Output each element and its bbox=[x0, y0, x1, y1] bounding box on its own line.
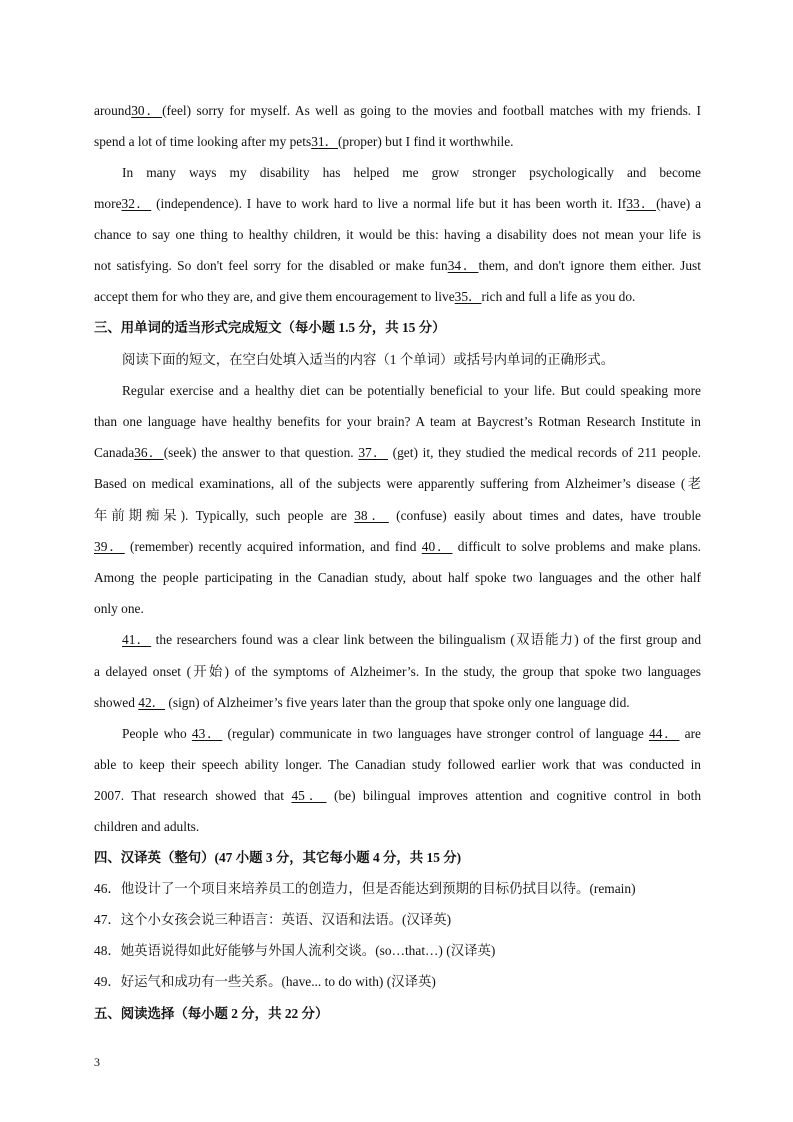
text-line: than one language have healthy benefits for your brain? A team at Baycrest’s Rotman Research Institute in bbox=[94, 414, 701, 429]
text-line: 2007. That research showed that 45． (be) bilingual improves attention and cognitive control in both bbox=[94, 788, 702, 803]
text-line: Based on medical examinations, all of the subjects were apparently suffering from Alzheimer’s disease (老 bbox=[94, 476, 701, 491]
text-line: 年前期痴呆). Typically, such people are 38． (confuse) easily about times and dates, have trouble bbox=[94, 508, 701, 523]
text-line: spend a lot of time looking after my pets31．(proper) but I find it worthwhile. bbox=[94, 134, 514, 149]
blank-number: 34． bbox=[447, 258, 479, 273]
blank-number: 30． bbox=[131, 103, 163, 118]
text-line: People who 43． (regular) communicate in two languages have stronger control of language 44． are bbox=[122, 726, 702, 741]
translation-item-49: 49．好运气和成功有一些关系。(have... to do with) (汉译英) bbox=[94, 974, 436, 989]
blank-number: 40． bbox=[421, 539, 453, 554]
blank-number: 31． bbox=[311, 134, 338, 149]
text-line: Among the people participating in the Canadian study, about half spoke two languages and the other half bbox=[94, 570, 701, 585]
translation-item-46: 46．他设计了一个项目来培养员工的创造力，但是否能达到预期的目标仍拭目以待。(remain) bbox=[94, 881, 636, 896]
text-line: 41． the researchers found was a clear link between the bilingualism (双语能力) of the first group and bbox=[122, 632, 702, 647]
text-line: showed 42． (sign) of Alzheimer’s five years later than the group that spoke only one language did. bbox=[94, 695, 630, 710]
text-line: able to keep their speech ability longer. The Canadian study followed earlier work that was conducted in bbox=[94, 757, 701, 772]
text-line: Canada36．(seek) the answer to that question. 37． (get) it, they studied the medical records of 211 people. bbox=[94, 445, 701, 460]
text-line: more32． (independence). I have to work hard to live a normal life but it has been worth it. If33．(have) a bbox=[94, 196, 702, 211]
section3-instruction: 阅读下面的短文，在空白处填入适当的内容（1 个单词）或括号内单词的正确形式。 bbox=[122, 352, 615, 367]
blank-number: 39． bbox=[94, 539, 125, 554]
text-line: chance to say one thing to healthy children, it would be this: having a disability does not mean your life is bbox=[94, 227, 701, 242]
blank-number: 32． bbox=[121, 196, 152, 211]
blank-number: 36． bbox=[134, 445, 164, 460]
blank-number: 37． bbox=[358, 445, 388, 460]
text-line: only one. bbox=[94, 601, 144, 616]
text-line: Regular exercise and a healthy diet can be potentially beneficial to your life. But could speaking more bbox=[122, 383, 701, 398]
text-line: children and adults. bbox=[94, 819, 200, 834]
text-line: not satisfying. So don't feel sorry for the disabled or make fun34．them, and don't ignore them either. Just bbox=[94, 258, 701, 273]
blank-number: 41． bbox=[122, 632, 152, 647]
blank-number: 45． bbox=[291, 788, 327, 803]
section3-heading: 三、用单词的适当形式完成短文（每小题 1.5 分，共 15 分） bbox=[94, 320, 446, 335]
blank-number: 35． bbox=[454, 289, 482, 304]
section5-heading: 五、阅读选择（每小题 2 分，共 22 分） bbox=[94, 1006, 329, 1021]
text-line: around30．(feel) sorry for myself. As well as going to the movies and football matches with my friends. I bbox=[94, 103, 701, 118]
blank-number: 43． bbox=[191, 726, 223, 741]
page-number: 3 bbox=[94, 1055, 100, 1069]
section4-heading: 四、汉译英（整句）(47 小题 3 分，其它每小题 4 分，共 15 分) bbox=[94, 850, 462, 865]
text-line: In many ways my disability has helped me grow stronger psychologically and become bbox=[122, 165, 701, 180]
blank-number: 33． bbox=[626, 196, 657, 211]
text-line: 39． (remember) recently acquired information, and find 40． difficult to solve problems and make plans. bbox=[94, 539, 702, 554]
text-line: a delayed onset (开始) of the symptoms of Alzheimer’s. In the study, the group that spoke two languages bbox=[94, 664, 701, 679]
blank-number: 42． bbox=[138, 695, 166, 710]
translation-item-48: 48．她英语说得如此好能够与外国人流利交谈。(so…that…) (汉译英) bbox=[94, 943, 496, 958]
translation-item-47: 47．这个小女孩会说三种语言：英语、汉语和法语。(汉译英) bbox=[94, 912, 452, 927]
text-line: accept them for who they are, and give them encouragement to live35．rich and full a life as you do. bbox=[94, 289, 636, 304]
blank-number: 38． bbox=[354, 508, 389, 523]
blank-number: 44． bbox=[649, 726, 680, 741]
